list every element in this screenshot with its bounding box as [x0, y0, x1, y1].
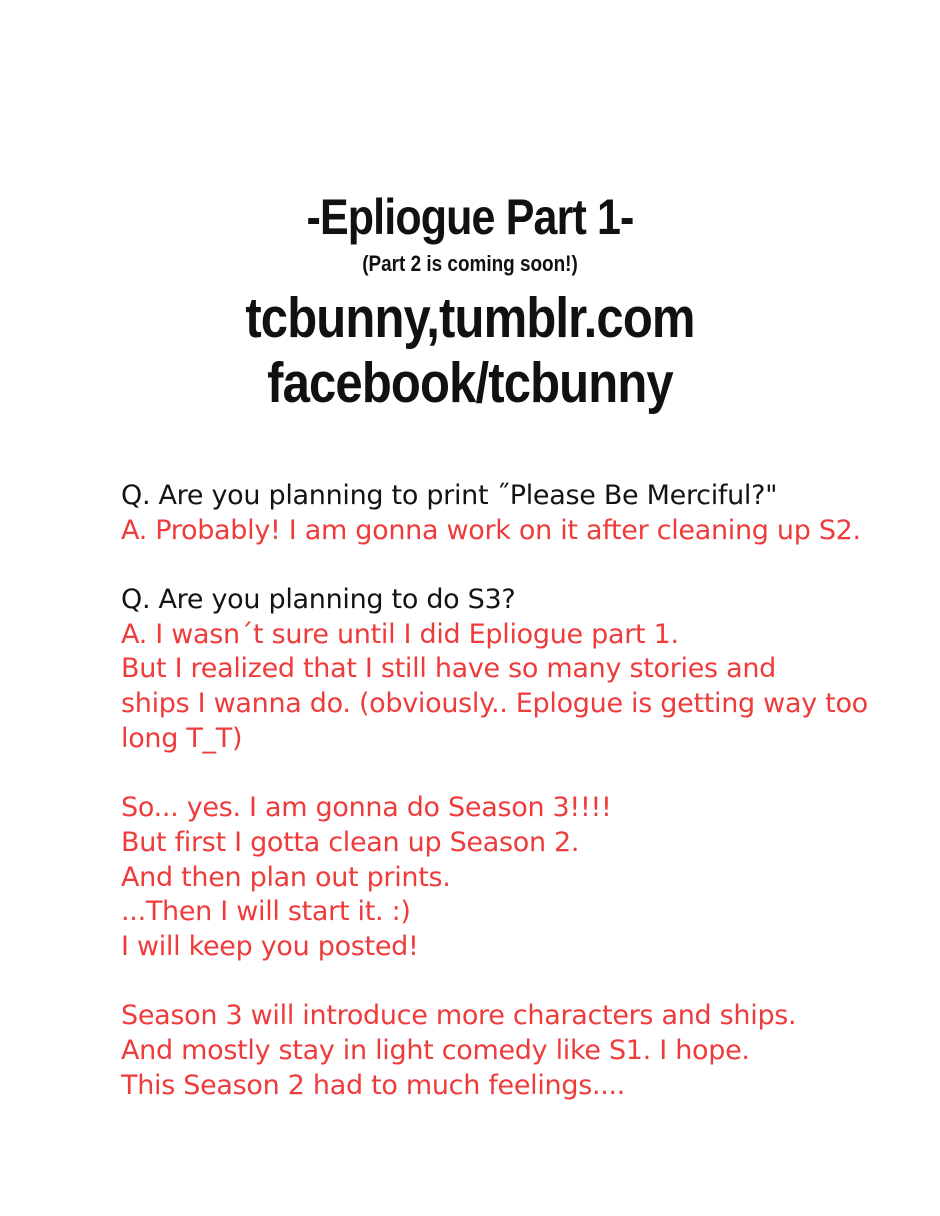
season3-line-1: So... yes. I am gonna do Season 3!!!! — [121, 792, 612, 824]
season3-line-4: ...Then I will start it. :) — [121, 896, 411, 928]
spacer — [121, 757, 911, 792]
answer-2-line-3: ships I wanna do. (obviously.. Eplogue is getting way too — [121, 688, 868, 720]
question-2: Q. Are you planning to do S3? — [121, 584, 516, 616]
closing-line-1: Season 3 will introduce more characters and ships. — [121, 1000, 797, 1032]
season3-line-2: But first I gotta clean up Season 2. — [121, 826, 580, 858]
facebook-url: facebook/tcbunny — [267, 351, 673, 415]
answer-2-line-1: A. I wasn´t sure until I did Epliogue part 1. — [121, 618, 679, 650]
answer-2-line-4: long T_T) — [121, 722, 243, 754]
closing-line-3: This Season 2 had to much feelings.... — [121, 1069, 626, 1101]
season3-line-5: I will keep you posted! — [121, 930, 419, 962]
tumblr-url: tcbunny,tumblr.com — [245, 286, 695, 350]
closing-line-2: And mostly stay in light comedy like S1. I hope. — [121, 1035, 750, 1066]
page-title: -Epliogue Part 1- — [306, 189, 634, 245]
spacer — [121, 965, 911, 1000]
question-1: Q. Are you planning to print ˝Please Be Merciful?" — [121, 480, 778, 511]
faq-section — [121, 479, 911, 1103]
answer-2-line-2: But I realized that I still have so many stories and — [121, 653, 776, 685]
season3-line-3: And then plan out prints. — [121, 861, 451, 893]
answer-1: A. Probably! I am gonna work on it after cleaning up S2. — [121, 514, 861, 546]
page-subtitle: (Part 2 is coming soon!) — [362, 251, 578, 276]
spacer — [121, 548, 911, 583]
